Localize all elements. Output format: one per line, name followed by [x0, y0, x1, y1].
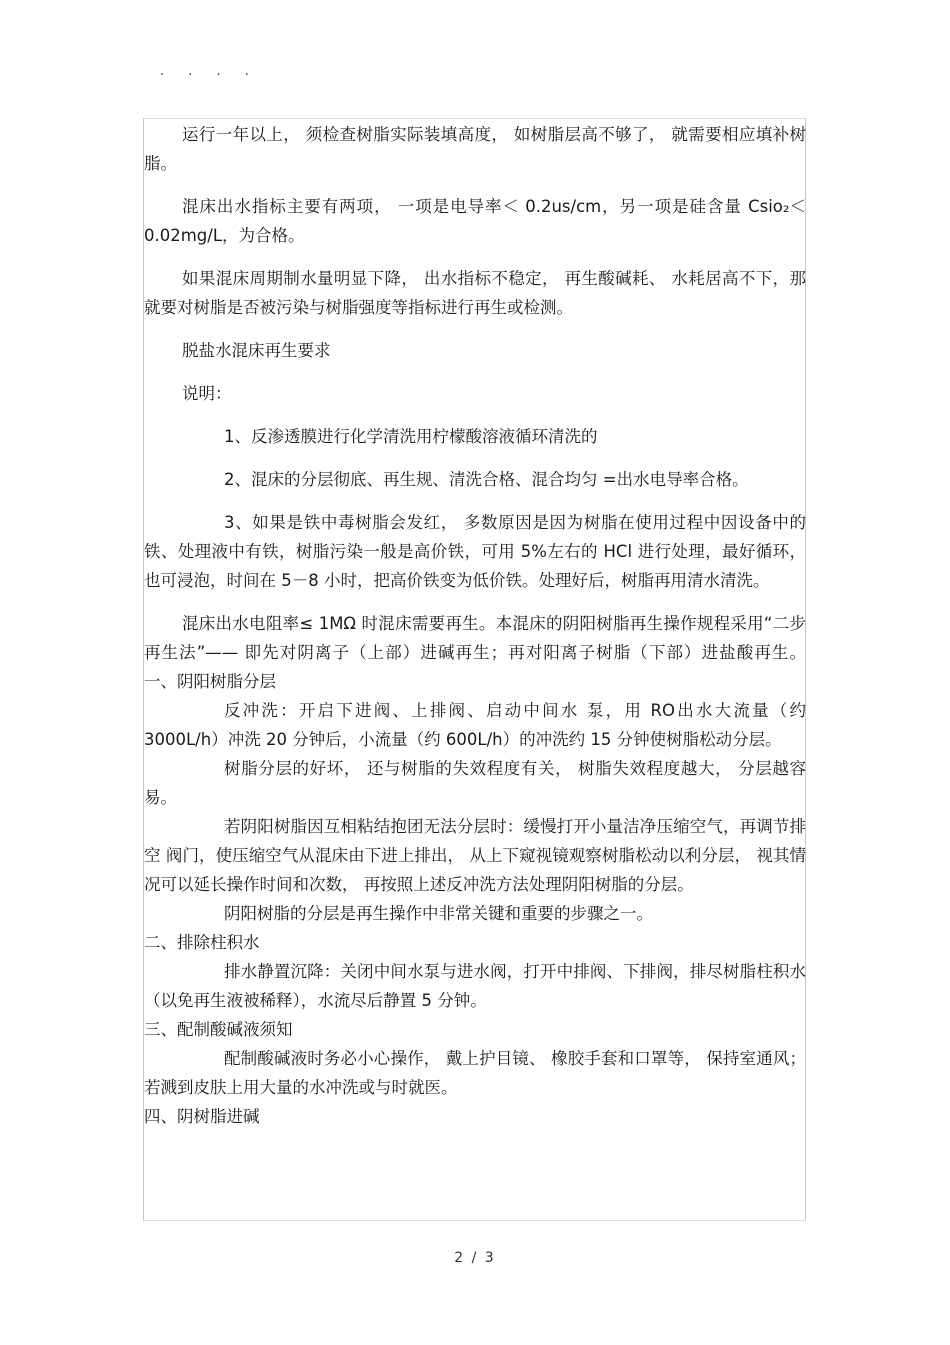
paragraph-safety: 配制酸碱液时务必小心操作， 戴上护目镜、 橡胶手套和口罩等， 保持室通风；若溅到皮肤上用大量的水冲洗或与时就医。	[144, 1049, 806, 1097]
note-item-2: 2、混床的分层彻底、再生规、清洗合格、混合均匀 =出水电导率合格。	[224, 470, 749, 489]
paragraph-regeneration-procedure: 混床出水电阻率≤ 1MΩ 时混床需要再生。本混床的阴阳树脂再生操作规程采用“二步再生法”—— 即先对阴离子（上部）进碱再生；再对阳离子树脂（下部）进盐酸再生。 一、阴阳树脂分层	[144, 614, 806, 691]
page-number: 2 / 3	[454, 1250, 496, 1266]
paragraph-drain-settle: 排水静置沉降：关闭中间水泵与进水阀，打开中排阀、下排阀，排尽树脂柱积水（以免再生液被稀释），水流尽后静置 5 分钟。	[144, 962, 806, 1010]
paragraph-regeneration-check: 如果混床周期制水量明显下降， 出水指标不稳定， 再生酸碱耗、 水耗居高不下，那就要对树脂是否被污染与树脂强度等指标进行再生或检测。	[144, 269, 806, 317]
note-item-3: 3、如果是铁中毒树脂会发红， 多数原因是因为树脂在使用过程中因设备中的铁、处理液中有铁，树脂污染一般是高价铁，可用 5%左右的 HCl 进行处理，最好循环，也可浸泡，时间在 5－8 小时，把高价铁变为低价铁。处理好后，树脂再用清水清洗。	[144, 513, 806, 590]
label-notes: 说明：	[182, 384, 232, 403]
heading-drain-water: 二、排除柱积水	[144, 933, 260, 952]
document-body	[144, 120, 806, 1131]
paragraph-layering-quality: 树脂分层的好坏， 还与树脂的失效程度有关， 树脂失效程度越大， 分层越容易。	[144, 759, 806, 807]
header-dots: · · · ·	[160, 68, 259, 83]
paragraph-backwash: 反冲洗：开启下进阀、上排阀、启动中间水 泵，用 RO出水大流量（约 3000L/h）冲洗 20 分钟后，小流量（约 600L/h）的冲洗约 15 分钟使树脂松动分层。	[144, 701, 806, 749]
paragraph-compressed-air: 若阴阳树脂因互相粘结抱团无法分层时：缓慢打开小量洁净压缩空气，再调节排空 阀门，使压缩空气从混床由下进上排出， 从上下窥视镜观察树脂松动以利分层， 视其情况可以延长操作时间和次数， 再按照上述反冲洗方法处理阴阳树脂的分层。	[144, 817, 806, 894]
heading-anion-alkali: 四、阴树脂进碱	[144, 1107, 260, 1126]
paragraph-resin-height: 运行一年以上， 须检查树脂实际装填高度， 如树脂层高不够了， 就需要相应填补树脂。	[144, 125, 806, 173]
note-item-1: 1、反渗透膜进行化学清洗用柠檬酸溶液循环清洗的	[224, 427, 598, 446]
paragraph-output-indicators: 混床出水指标主要有两项， 一项是电导率＜ 0.2us/cm，另一项是硅含量 Csio₂＜0.02mg/L，为合格。	[144, 197, 806, 245]
heading-prepare-solutions: 三、配制酸碱液须知	[144, 1020, 293, 1039]
section-heading-regeneration-requirements: 脱盐水混床再生要求	[182, 341, 331, 360]
paragraph-layering-key-step: 阴阳树脂的分层是再生操作中非常关键和重要的步骤之一。	[224, 904, 653, 923]
